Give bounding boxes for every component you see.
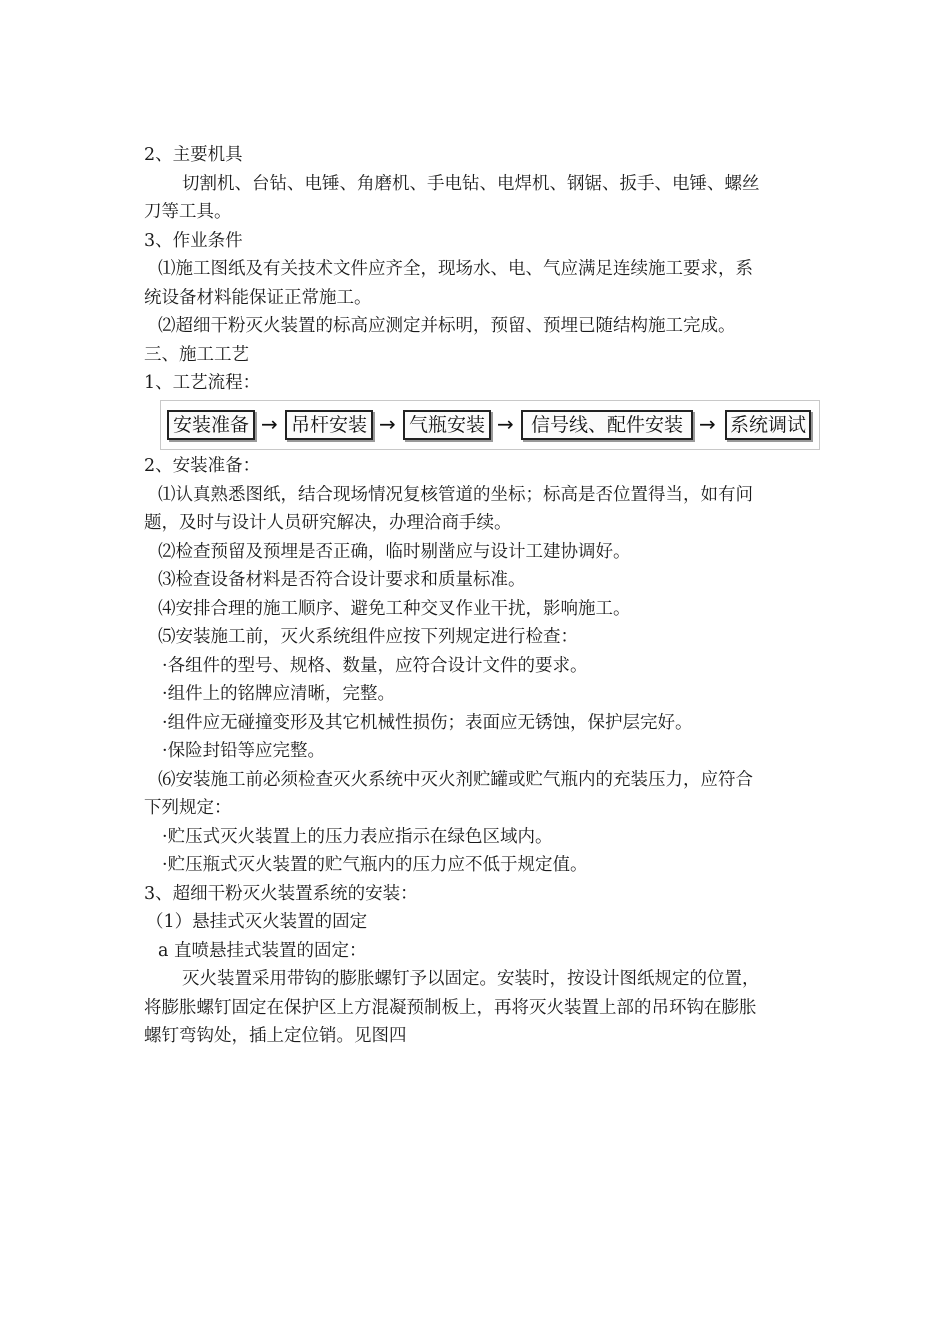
paragraph-line: ⑵检查预留及预埋是否正确，临时剔凿应与设计工建协调好。	[158, 542, 631, 562]
paragraph-line: 将膨胀螺钉固定在保护区上方混凝预制板上，再将灭火装置上部的吊环钩在膨胀	[144, 998, 757, 1018]
flow-step-preparation: 安装准备	[167, 410, 255, 440]
bullet-item: ·贮压式灭火装置上的压力表应指示在绿色区域内。	[162, 827, 553, 847]
paragraph-line: ⑷安排合理的施工顺序、避免工种交叉作业干扰，影响施工。	[158, 599, 631, 619]
flow-step-hanger-rod: 吊杆安装	[285, 410, 373, 440]
heading-construction-process: 三、施工工艺	[144, 345, 249, 365]
paragraph-line: 统设备材料能保证正常施工。	[144, 288, 372, 308]
flow-step-signal-line-fittings: 信号线、配件安装	[521, 410, 693, 440]
bullet-item: ·组件上的铭牌应清晰，完整。	[162, 684, 396, 704]
flow-arrow-icon: →	[699, 412, 716, 436]
paragraph-line: ⑶检查设备材料是否符合设计要求和质量标准。	[158, 570, 526, 590]
heading-main-tools: 2、主要机具	[144, 145, 243, 165]
paragraph-line: 切割机、台钻、电锤、角磨机、手电钻、电焊机、钢锯、扳手、电锤、螺丝	[182, 174, 760, 194]
paragraph-line: ⑸安装施工前，灭火系统组件应按下列规定进行检查：	[158, 627, 578, 647]
subheading-direct-spray: a 直喷悬挂式装置的固定：	[158, 941, 367, 961]
flow-step-system-debug: 系统调试	[725, 410, 811, 440]
paragraph-line: ⑴认真熟悉图纸，结合现场情况复核管道的坐标；标高是否位置得当，如有问	[158, 485, 753, 505]
flow-arrow-icon: →	[379, 412, 396, 436]
flow-arrow-icon: →	[261, 412, 278, 436]
bullet-item: ·保险封铅等应完整。	[162, 741, 326, 761]
heading-process-flow: 1、工艺流程：	[144, 373, 261, 393]
paragraph-line: 下列规定：	[144, 798, 232, 818]
heading-install-preparation: 2、安装准备：	[144, 456, 261, 476]
flow-step-gas-cylinder: 气瓶安装	[403, 410, 491, 440]
bullet-item: ·贮压瓶式灭火装置的贮气瓶内的压力应不低于规定值。	[162, 855, 588, 875]
bullet-item: ·各组件的型号、规格、数量，应符合设计文件的要求。	[162, 656, 588, 676]
process-flow-diagram	[160, 400, 820, 450]
paragraph-line: 灭火装置采用带钩的膨胀螺钉予以固定。安装时，按设计图纸规定的位置，	[182, 969, 760, 989]
paragraph-line: 螺钉弯钩处，插上定位销。见图四	[144, 1026, 407, 1046]
paragraph-line: ⑵超细干粉灭火装置的标高应测定并标明，预留、预埋已随结构施工完成。	[158, 316, 736, 336]
bullet-item: ·组件应无碰撞变形及其它机械性损伤；表面应无锈蚀，保护层完好。	[162, 713, 693, 733]
paragraph-line: ⑴施工图纸及有关技术文件应齐全，现场水、电、气应满足连续施工要求，系	[158, 259, 753, 279]
paragraph-line: ⑹安装施工前必须检查灭火系统中灭火剂贮罐或贮气瓶内的充装压力，应符合	[158, 770, 753, 790]
subheading-hanging-device: （1）悬挂式灭火装置的固定	[146, 912, 368, 932]
heading-work-conditions: 3、作业条件	[144, 231, 243, 251]
flow-arrow-icon: →	[497, 412, 514, 436]
heading-system-install: 3、超细干粉灭火装置系统的安装：	[144, 884, 418, 904]
paragraph-line: 刀等工具。	[144, 202, 232, 222]
paragraph-line: 题，及时与设计人员研究解决，办理洽商手续。	[144, 513, 512, 533]
